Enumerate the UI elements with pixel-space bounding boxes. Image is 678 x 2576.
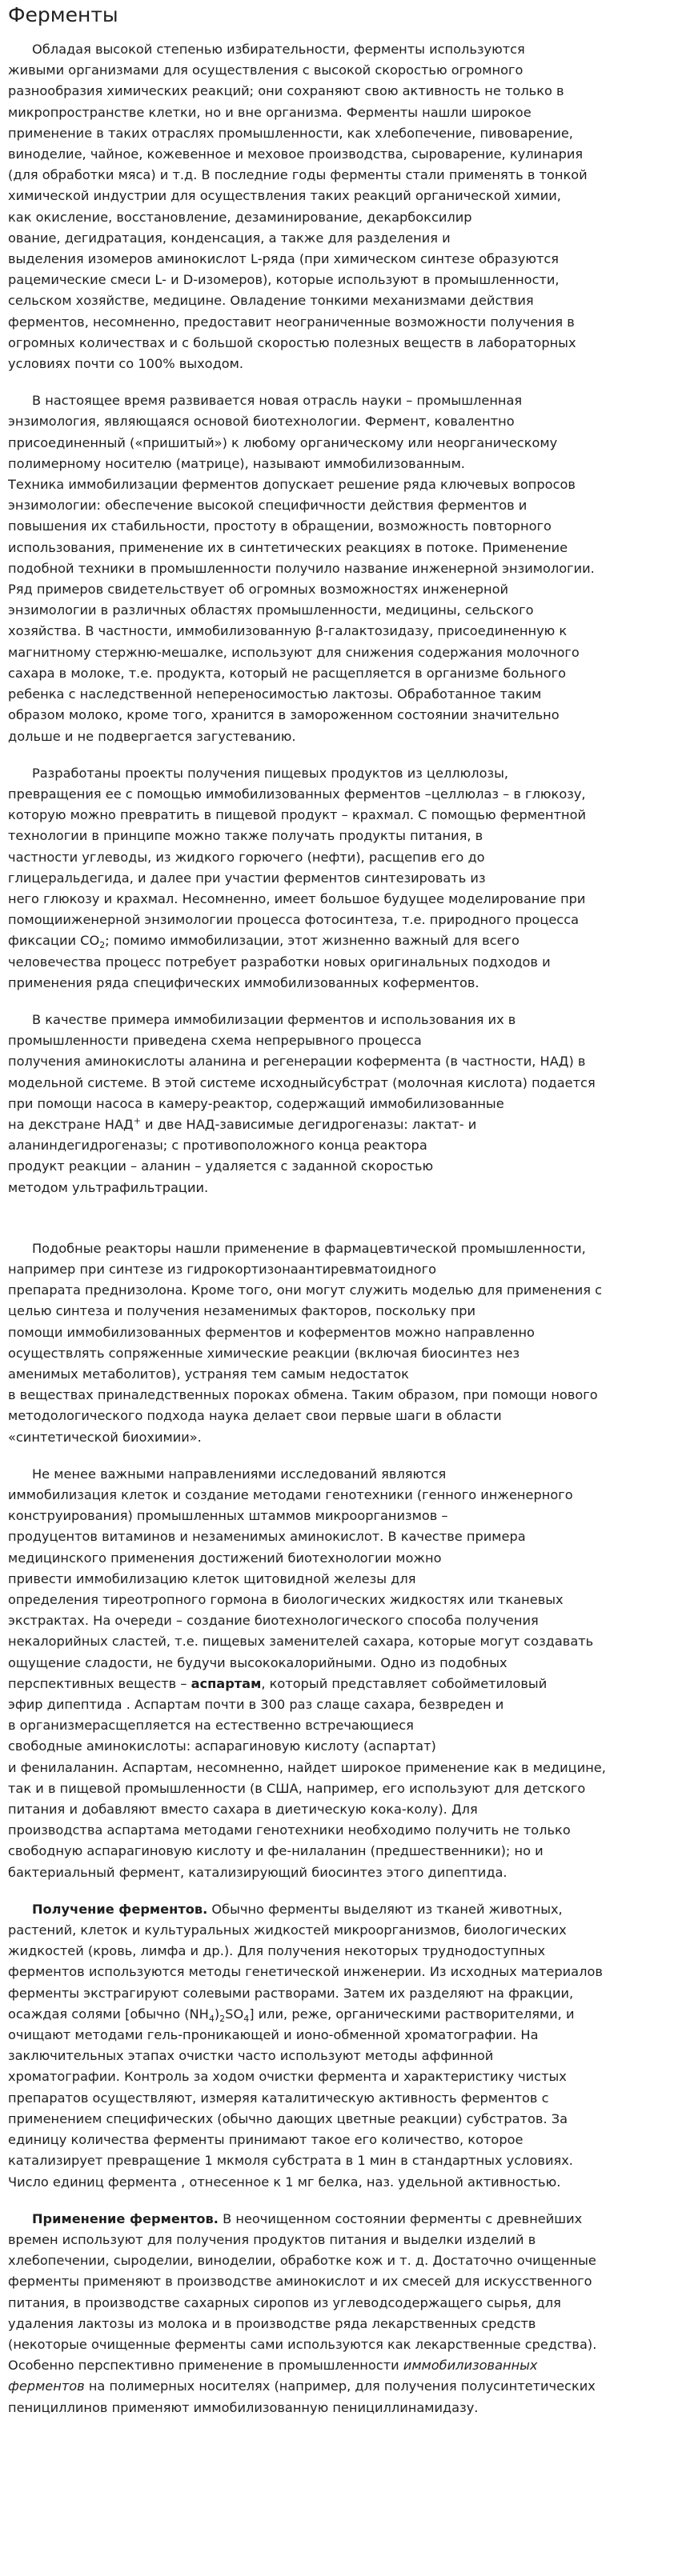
- paragraph-cell-immobilization: [8, 1464, 670, 1883]
- paragraph-text: SO: [225, 2006, 244, 2022]
- page-title: Ферменты: [8, 3, 118, 26]
- paragraph-text: Обладая высокой степенью избирательности, ферменты используются живыми организмами для осуществления с высокой скоростью огромного разнообразия химических реакций; они сохраняют свою активность не только в микропространстве клетки, но и вне организма. Ферменты нашли широкое применение в таких отраслях промышленности, как хлебопечение, пивоварение, виноделие, чайное, кожевенное и меховое производства, сыроварение, кулинария (для обработки мяса) и т.д. В последние годы ферменты стали применять в тонкой химической индустрии для осуществления таких реакций органической химии, как окисление, восстановление, дезаминирование, декарбоксилир ование, дегидратация, конденсация, а также для разделения и выделения изомеров аминокислот L-ряда (при химическом синтезе образуются рацемические смеси L- и D-изомеров), которые используют в промышленности, сельском хозяйстве, медицине. Овладение тонкими механизмами действия ферментов, несомненно, предоставит неограниченные возможности получения в огромных количествах и с большой скоростью полезных веществ в лабораторных условиях почти со 100% выходом.: [8, 42, 588, 372]
- closing-paren: ): [214, 2006, 220, 2022]
- heading-enzyme-production: Получение ферментов.: [32, 1901, 208, 1917]
- paragraph-enzyme-application: [8, 2209, 670, 2418]
- subscript-co2: 2: [99, 940, 106, 951]
- subscript-nh4-2: 2: [219, 2014, 226, 2025]
- paragraph-industrial-enzymology: [8, 390, 670, 746]
- paragraph-text: Обычно ферменты выделяют из тканей животных, растений, клеток и культуральных жидкостей микроорганизмов, биологических жидкостей (кровь, лимфа и др.). Для получения некоторых труднодоступных ферментов используются методы генетической инженерии. Из исходных материалов ферменты экстрагируют солевыми растворами. Затем их разделяют на фракции, осаждая солями [обычно (NH: [8, 1901, 603, 2022]
- paragraph-text: Не менее важными направлениями исследований являются иммобилизация клеток и создание методами генотехники (генного инженерного конструирования) промышленных штаммов микроорганизмов – продуцентов витаминов и незаменимых аминокислот. В качестве примера медицинского применения достижений биотехнологии можно привести иммобилизацию клеток щитовидной железы для определения тиреотропного гормона в биологических жидкостях или тканевых экстрактах. На очереди – создание биотехнологического способа получения некалорийных сластей, т.е. пищевых заменителей сахара, которые могут создавать ощущение сладости, не будучи высококалорийными. Одно из подобных перспективных веществ –: [8, 1466, 594, 1691]
- term-immobilized-enzymes: иммобилизованных ферментов: [8, 2358, 538, 2394]
- paragraph-text: , который представляет собойметиловый эфир дипептида . Аспартам почти в 300 раз слаще сахара, безвреден и в организмерасщепляется на естественно встречающиеся свободные аминокислоты: аспарагиновую кислоту (аспартат) и фенилаланин. Аспартам, несомненно, найдет широкое применение как в медицине, так и в пищевой промышленности (в США, например, его используют для детского питания и добавляют вместо сахара в диетическую кока-колу). Для производства аспартама методами генотехники необходимо получить не только свободную аспарагиновую кислоту и фе-нилаланин (предшественники); но и бактериальный фермент, катализирующий биосинтез этого дипептида.: [8, 1675, 606, 1880]
- paragraph-text: В качестве примера иммобилизации ферментов и использования их в промышленности приведена схема непрерывного процесса получения аминокислоты аланина и регенерации кофермента (в частности, НАД) в модельной системе. В этой системе исходныйсубстрат (молочная кислота) подается при помощи насоса в камеру-реактор, содержащий иммобилизованные на декстране НАД: [8, 1011, 596, 1132]
- subscript-nh4: 4: [208, 2014, 215, 2025]
- paragraph-enzyme-production: [8, 1899, 670, 2193]
- paragraph-text: В неочищенном состоянии ферменты с древнейших времен используют для получения продуктов питания и выделки изделий в хлебопечении, сыроделии, виноделии, обработке кож и т. д. Достаточно очищенные ферменты применяют в производстве аминокислот и их смесей для искусственного питания, в производстве сахарных сиропов из углеводсодержащего сырья, для удаления лактозы из молока и в производстве ряда лекарственных средств (некоторые очищенные ферменты сами используются как лекарственные средства). Особенно перспективно применение в промышленности: [8, 2210, 597, 2374]
- paragraph-text: В настоящее время развивается новая отрасль науки – промышленная энзимология, являющаяся основой биотехнологии. Фермент, ковалентно присоединенный («пришитый») к любому органическому или неорганическому полимерному носителю (матрице), называют иммобилизованным. Техника иммобилизации ферментов допускает решение ряда ключевых вопросов энзимологии: обеспечение высокой специфичности действия ферментов и повышения их стабильности, простоту в обращении, возможность повторного использования, применение их в синтетических реакциях в потоке. Применение подобной техники в промышленности получило название инженерной энзимологии. Ряд примеров свидетельствует об огромных возможностях инженерной энзимологии в различных областях промышленности, медицины, сельского хозяйства. В частности, иммобилизованную β-галактозидазу, присоединенную к магнитному стержню-мешалке, используют для снижения содержания молочного сахара в молоке, т.е. продукта, который не расщепляется в организме больного ребенка с наследственной непереносимостью лактозы. Обработанное таким образом молоко, кроме того, хранится в замороженном состоянии значительно дольше и не подвергается загустеванию.: [8, 393, 595, 744]
- paragraph-text: на полимерных носителях (например, для получения полусинтетических пенициллинов применяют иммобилизованную пенициллинамидазу.: [8, 2378, 596, 2415]
- paragraph-text: Подобные реакторы нашли применение в фармацевтической промышленности, например при синтезе из гидрокортизонаантиревматоидного препарата преднизолона. Кроме того, они могут служить моделью для применения с целью синтеза и получения незаменимых факторов, поскольку при помощи иммобилизованных ферментов и коферментов можно направленно осуществлять сопряженные химические реакции (включая биосинтез нез аменимых метаболитов), устраняя тем самым недостаток в веществах приналедственных пороках обмена. Таким образом, при помощи нового методологического подхода наука делает свои первые шаги в области «синтетической биохимии».: [8, 1240, 603, 1445]
- paragraph-text: ; помимо иммобилизации, этот жизненно важный для всего человечества процесс потребует разработки новых оригинальных подходов и применения ряда специфических иммобилизованных коферментов.: [8, 933, 551, 990]
- paragraph-alanine-process: [8, 1010, 670, 1198]
- blank-gap: [8, 1214, 670, 1238]
- subscript-so4: 4: [243, 2014, 250, 2025]
- paragraph-pharma-reactors: [8, 1238, 670, 1448]
- paragraph-text: ] или, реже, органическими растворителями, и очищают методами гель-проникающей и ионо-обменной хроматографии. На заключительных этапах очистки часто используют методы аффинной хроматографии. Контроль за ходом очистки фермента и характеристику чистых препаратов осуществляют, измеряя каталитическую активность ферментов с применением специфических (обычно дающих цветные реакции) субстратов. За единицу количества ферменты принимают такое его количество, которое катализирует превращение 1 мкмоля субстрата в 1 мин в стандартных условиях. Число единиц ферментa , отнесенное к 1 мг белка, наз. удельной активностью.: [8, 2006, 575, 2190]
- paragraph-food-from-cellulose: [8, 763, 670, 994]
- heading-enzyme-application: Применение ферментов.: [32, 2210, 219, 2226]
- superscript-nad-plus: +: [133, 1115, 141, 1126]
- paragraph-enzymes-intro: [8, 39, 670, 374]
- paragraph-text: Разработаны проекты получения пищевых продуктов из целлюлозы, превращения ее с помощью иммобилизованных ферментов –целлюлаз – в глюкозу, которую можно превратить в пищевой продукт – крахмал. С помощью ферментной технологии в принципе можно также получать продукты питания, в частности углеводы, из жидкого горючего (нефти), расщепив его до глицеральдегида, и далее при участии ферментов синтезировать из него глюкозу и крахмал. Несомненно, имеет большое будущее моделирование при помощииженерной энзимологии процесса фотосинтеза, т.е. природного процесса фиксации CO: [8, 765, 587, 949]
- paragraph-text: и две НАД-зависимые дегидрогеназы: лактат- и аланиндегидрогеназы; с противоположного конца реактора продукт реакции – аланин – удаляется с заданной скоростью методом ультрафильтрации.: [8, 1116, 477, 1195]
- term-aspartame: аспартам: [191, 1675, 262, 1691]
